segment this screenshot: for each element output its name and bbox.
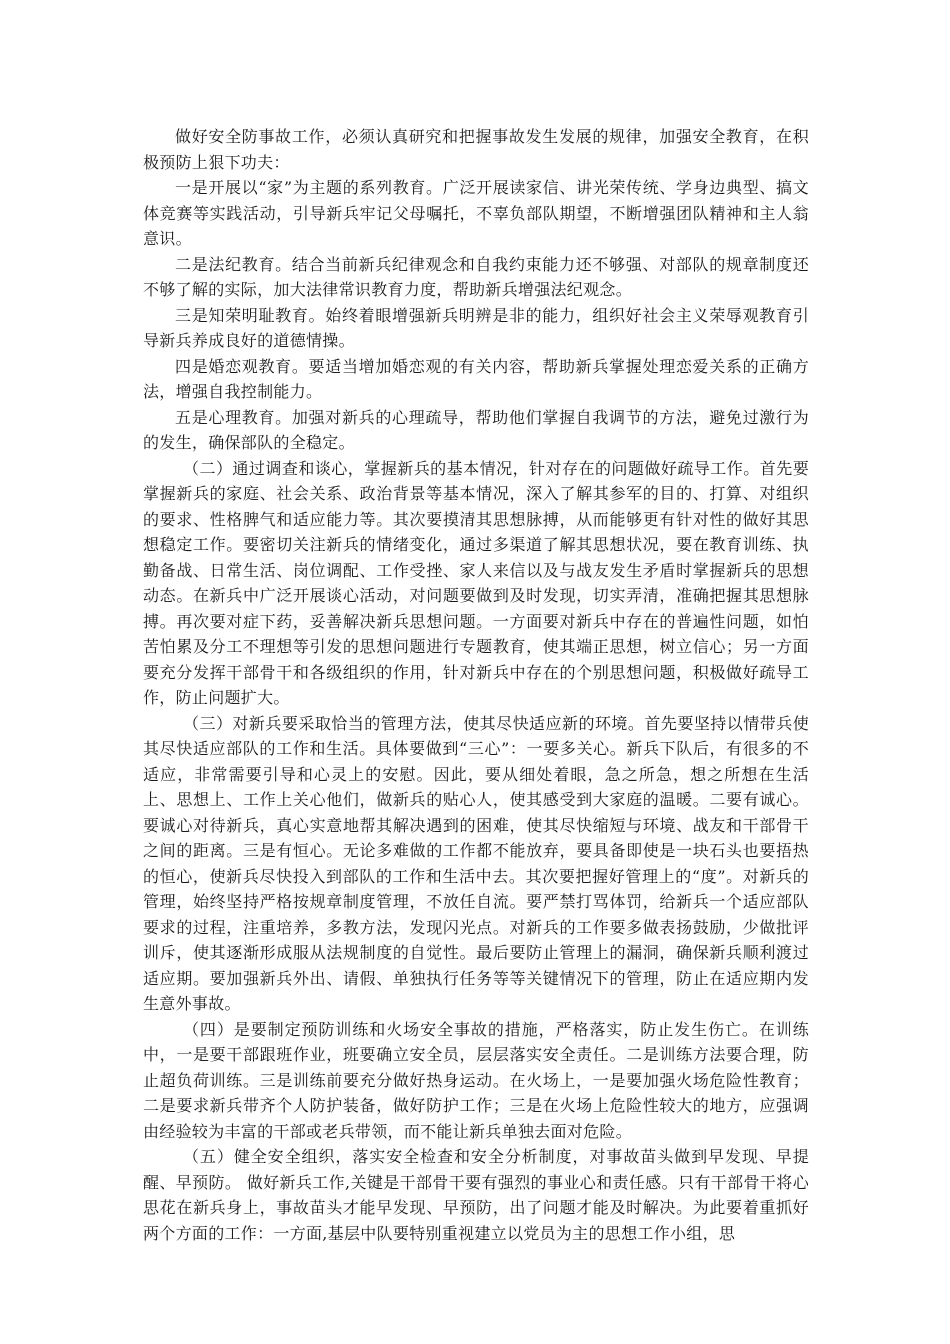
- paragraph-item-3: 三是知荣明耻教育。始终着眼增强新兵明辨是非的能力，组织好社会主义荣辱观教育引导新兵养成良好的道德情操。: [143, 305, 809, 350]
- paragraph-item-1: 一是开展以“家”为主题的系列教育。广泛开展读家信、讲光荣传统、学身边典型、搞文体竞赛等实践活动，引导新兵牢记父母嘱托，不辜负部队期望，不断增强团队精神和主人翁意识。: [143, 178, 809, 248]
- paragraph-item-4: 四是婚恋观教育。要适当增加婚恋观的有关内容，帮助新兵掌握处理恋爱关系的正确方法，增强自我控制能力。: [143, 356, 809, 401]
- paragraph-item-5: 五是心理教育。加强对新兵的心理疏导，帮助他们掌握自我调节的方法，避免过激行为的发生，确保部队的全稳定。: [143, 407, 809, 452]
- paragraph-item-2: 二是法纪教育。结合当前新兵纪律观念和自我约束能力还不够强、对部队的规章制度还不够了解的实际，加大法律常识教育力度，帮助新兵增强法纪观念。: [143, 254, 809, 299]
- paragraph-intro: 做好安全防事故工作，必须认真研究和把握事故发生发展的规律，加强安全教育，在积极预防上狠下功夫：: [143, 127, 809, 172]
- document-body: [143, 124, 809, 1246]
- paragraph-section-4: （四）是要制定预防训练和火场安全事故的措施，严格落实，防止发生伤亡。在训练中，一是要干部跟班作业，班要确立安全员，层层落实安全责任。二是训练方法要合理，防止超负荷训练。三是训练前要充分做好热身运动。在火场上，一是要加强火场危险性教育；二是要求新兵带齐个人防护装备，做好防护工作；三是在火场上危险性较大的地方，应强调由经验较为丰富的干部或老兵带领，而不能让新兵单独去面对危险。: [143, 1019, 809, 1141]
- paragraph-section-2: （二）通过调查和谈心，掌握新兵的基本情况，针对存在的问题做好疏导工作。首先要掌握新兵的家庭、社会关系、政治背景等基本情况，深入了解其参军的目的、打算、对组织的要求、性格脾气和适应能力等。其次要摸清其思想脉搏，从而能够更有针对性的做好其思想稳定工作。要密切关注新兵的情绪变化，通过多渠道了解其思想状况，要在教育训练、执勤备战、日常生活、岗位调配、工作受挫、家人来信以及与战友发生矛盾时掌握新兵的思想动态。在新兵中广泛开展谈心活动，对问题要做到及时发现，切实弄清，准确把握其思想脉搏。再次要对症下药，妥善解决新兵思想问题。一方面要对新兵中存在的普遍性问题，如怕苦怕累及分工不理想等引发的思想问题进行专题教育，使其端正思想，树立信心；另一方面要充分发挥干部骨干和各级组织的作用，针对新兵中存在的个别思想问题，积极做好疏导工作，防止问题扩大。: [143, 458, 809, 707]
- paragraph-section-3: （三）对新兵要采取恰当的管理方法，使其尽快适应新的环境。首先要坚持以情带兵使其尽快适应部队的工作和生活。具体要做到“三心”：一要多关心。新兵下队后，有很多的不适应，非常需要引导和心灵上的安慰。因此，要从细处着眼，急之所急，想之所想在生活上、思想上、工作上关心他们，做新兵的贴心人，使其感受到大家庭的温暖。二要有诚心。要诚心对待新兵，真心实意地帮其解决遇到的困难，使其尽快缩短与环境、战友和干部骨干之间的距离。三是有恒心。无论多难做的工作都不能放弃，要具备即使是一块石头也要捂热的恒心，使新兵尽快投入到部队的工作和生活中去。其次要把握好管理上的“度”。对新兵的管理，始终坚持严格按规章制度管理，不放任自流。要严禁打骂体罚，给新兵一个适应部队要求的过程，注重培养，多教方法，发现闪光点。对新兵的工作要多做表扬鼓励，少做批评训斥，使其逐渐形成服从法规制度的自觉性。最后要防止管理上的漏洞，确保新兵顺利渡过适应期。要加强新兵外出、请假、单独执行任务等等关键情况下的管理，防止在适应期内发生意外事故。: [143, 713, 809, 1013]
- paragraph-section-5: （五）健全安全组织，落实安全检查和安全分析制度，对事故苗头做到早发现、早提醒、早预防。 做好新兵工作,关键是干部骨干要有强烈的事业心和责任感。只有干部骨干将心思花在新兵身上，事故苗头才能早发现、早预防，出了问题才能及时解决。为此要着重抓好两个方面的工作：一方面,基层中队要特别重视建立以党员为主的思想工作小组，思: [143, 1147, 809, 1243]
